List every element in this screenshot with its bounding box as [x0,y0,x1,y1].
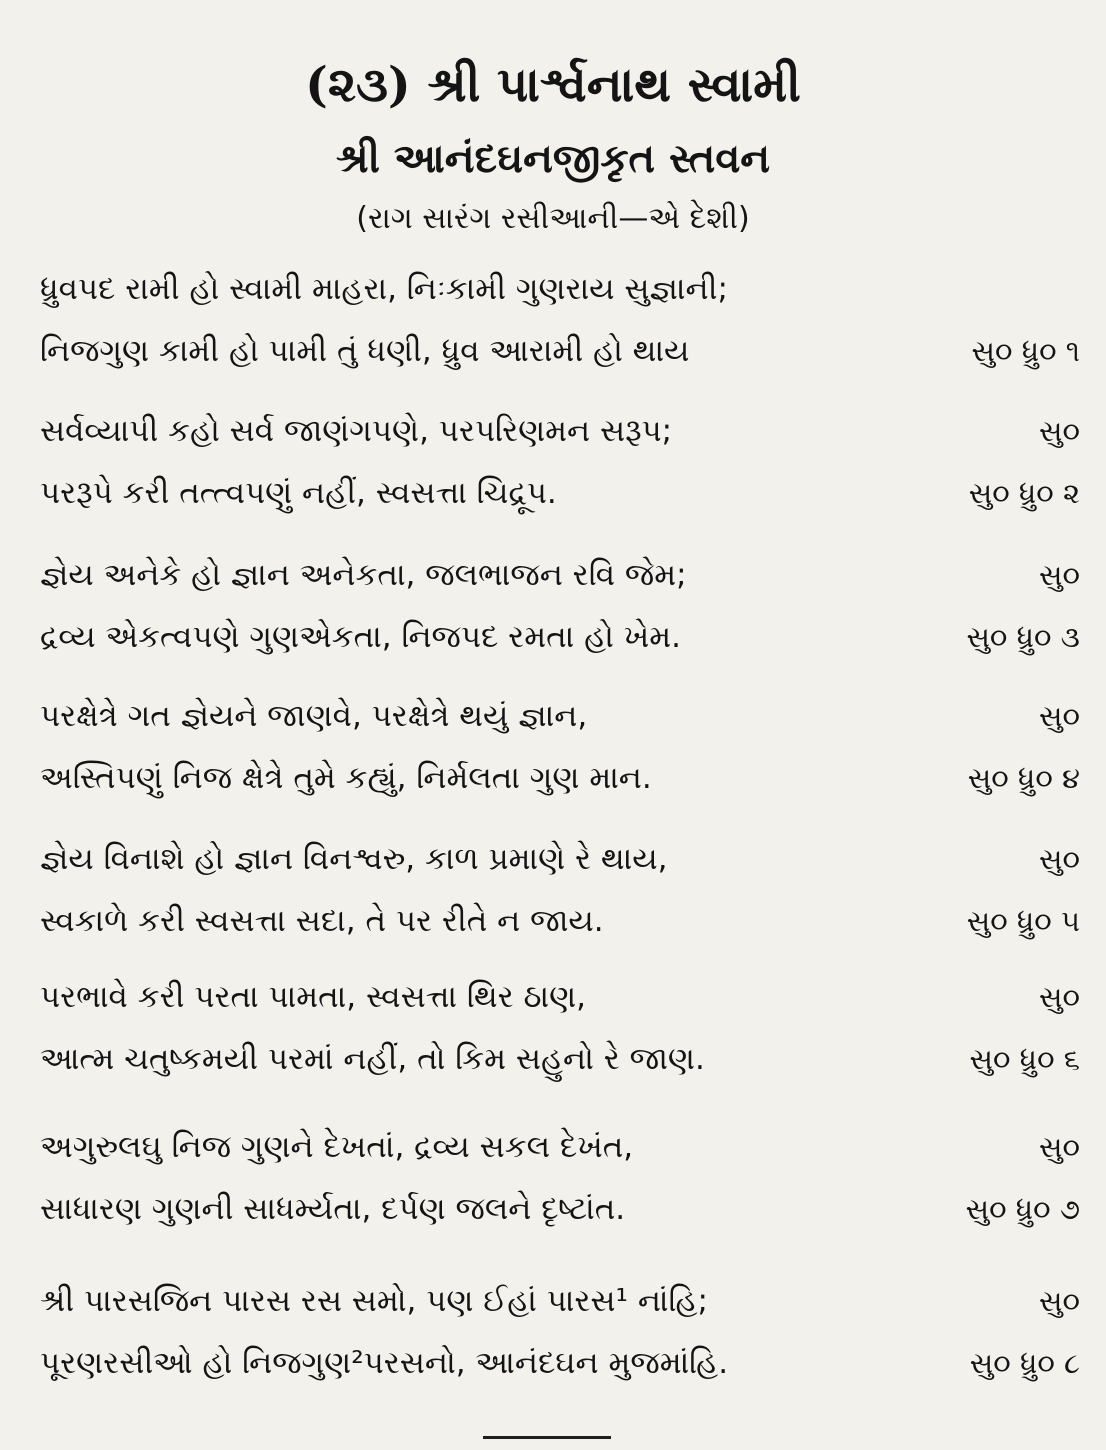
refrain-marker: સુ૦ [1039,980,1080,1014]
stanza-line [40,1270,1080,1332]
verse-text: પરરૂપે કરી તત્ત્વપણું નહીં, સ્વસત્તા ચિદ્રૂપ. [40,475,557,511]
refrain-marker: સુ૦ [1039,1130,1080,1164]
stanza-line [40,544,1080,606]
verse-text: અગુરુલઘુ નિજ ગુણને દેખતાં, દ્રવ્ય સકલ દેખંત, [40,1129,634,1165]
stanza-line [40,747,1080,809]
stanza-7 [40,1116,1080,1240]
refrain-marker: સુ૦ ધ્રુ૦ ૧ [971,334,1080,368]
stanza-line [40,606,1080,668]
verse-text: જ્ઞેય અનેકે હો જ્ઞાન અનેકતા, જલભાજન રવિ જેમ; [40,557,687,593]
refrain-marker: સુ૦ [1039,414,1080,448]
page-title: (૨૩) શ્રી પાર્શ્વનાથ સ્વામી [305,57,801,113]
stanza-line [40,1116,1080,1178]
refrain-marker: સુ૦ ધ્રુ૦ ૬ [969,1042,1080,1076]
verse-text: દ્રવ્ય એકત્વપણે ગુણએકતા, નિજપદ રમતા હો ખેમ. [40,619,681,655]
refrain-marker: સુ૦ [1039,558,1080,592]
refrain-marker: સુ૦ ધ્રુ૦ ૫ [966,904,1080,938]
verse-text: સર્વવ્યાપી કહો સર્વ જાણંગપણે, પરપરિણમન સરૂપ; [40,413,673,449]
stanza-line [40,400,1080,462]
verse-text: સ્વકાળે કરી સ્વસત્તા સદા, તે પર રીતે ન જાય. [40,903,604,939]
verse-text: પૂરણરસીઓ હો નિજગુણ²પરસનો, આનંદઘન મુજમાંહિ. [40,1345,729,1381]
refrain-marker: સુ૦ ધ્રુ૦ ૩ [966,620,1080,654]
verse-text: સાધારણ ગુણની સાધર્મ્યતા, દર્પણ જલને દૃષ્ટાંત. [40,1191,626,1227]
stanza-line [40,966,1080,1028]
page-subtitle: શ્રી આનંદઘનજીકૃત સ્તવન [335,136,771,182]
refrain-marker: સુ૦ [1039,1284,1080,1318]
refrain-marker: સુ૦ ધ્રુ૦ ૭ [965,1192,1080,1226]
stanza-2 [40,400,1080,524]
refrain-marker: સુ૦ ધ્રુ૦ ૪ [967,761,1080,795]
stanza-line [40,890,1080,952]
stanza-6 [40,966,1080,1090]
stanza-line [40,1028,1080,1090]
refrain-marker: સુ૦ ધ્રુ૦ ૮ [969,1346,1080,1380]
stanza-4 [40,685,1080,809]
verse-text: પરક્ષેત્રે ગત જ્ઞેયને જાણવે, પરક્ષેત્રે થયું જ્ઞાન, [40,698,588,734]
verse-text: નિજગુણ કામી હો પામી તું ધણી, ધ્રુવ આરામી હો થાય [40,333,690,369]
verse-text: જ્ઞેય વિનાશે હો જ્ઞાન વિનશ્વરુ, કાળ પ્રમાણે રે થાય, [40,841,668,877]
verse-text: પરભાવે કરી પરતા પામતા, સ્વસત્તા થિર ઠાણ, [40,979,587,1015]
stanza-line [40,462,1080,524]
stanza-line [40,828,1080,890]
stanza-8 [40,1270,1080,1394]
stanza-3 [40,544,1080,668]
stanza-line [40,258,1080,320]
refrain-marker: સુ૦ [1039,842,1080,876]
stanza-line [40,1332,1080,1394]
refrain-marker: સુ૦ [1039,699,1080,733]
stanza-line [40,685,1080,747]
verse-text: ધ્રુવપદ રામી હો સ્વામી માહરા, નિઃકામી ગુણરાય સુજ્ઞાની; [40,271,728,307]
verse-text: શ્રી પારસજિન પારસ રસ સમો, પણ ઈહાં પારસ¹ નાંહિ; [40,1283,709,1319]
end-rule [483,1436,611,1439]
verse-text: અસ્તિપણું નિજ ક્ષેત્રે તુમે કહ્યું, નિર્મલતા ગુણ માન. [40,760,652,796]
stanza-5 [40,828,1080,952]
stanza-line [40,320,1080,382]
stanza-1 [40,258,1080,382]
raga-note: (રાગ સારંગ રસીઆની—એ દેશી) [356,201,750,236]
refrain-marker: સુ૦ ધ્રુ૦ ૨ [968,476,1080,510]
verse-text: આત્મ ચતુષ્કમયી પરમાં નહીં, તો કિમ સહુનો રે જાણ. [40,1041,705,1077]
stanza-line [40,1178,1080,1240]
